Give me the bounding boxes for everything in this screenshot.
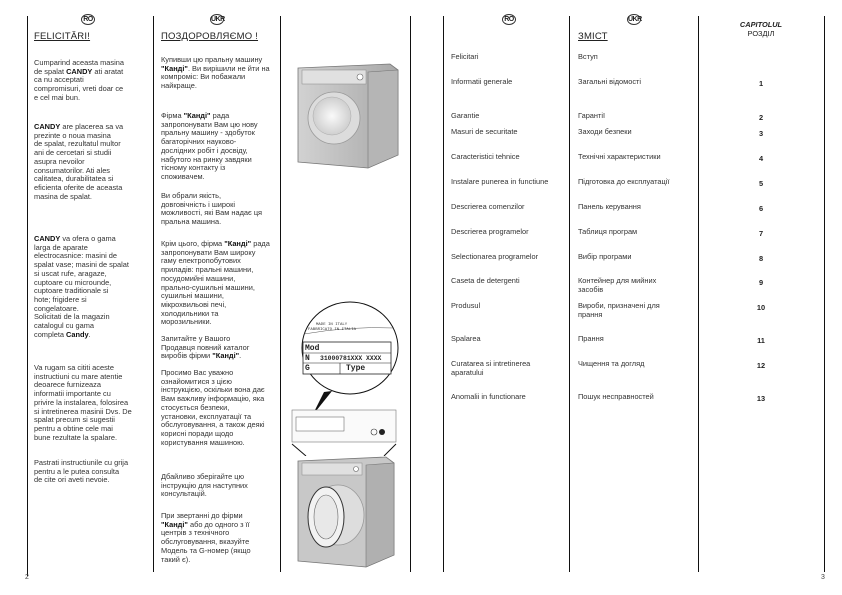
toc-item-uk: Вибір програми: [578, 252, 632, 261]
toc-item-uk: Підготовка до експлуатації: [578, 177, 670, 186]
page-number-left: 2: [25, 574, 29, 581]
toc-chapter-number: 3: [758, 129, 764, 138]
uk-paragraph-1: Купивши цю пральну машину "Канді". Ви вирішили не йти на компроміс: Ви побажали найкраще.: [161, 55, 270, 91]
toc-item-ro: Caracteristici tehnice: [451, 152, 520, 161]
washing-machine-illustration: [290, 60, 410, 175]
toc-item-uk: Панель керування: [578, 202, 641, 211]
language-badge-ro: RO: [81, 14, 95, 25]
uk-paragraph-4: Крім цього, фірма "Канді" рада запропонувати Вам широку гаму електропобутових приладів: пральні машини, посудомийні машини, прально-сушильні машини, сушильні машини, мікрохвильові печі, холодильники та морозильники.: [161, 239, 270, 327]
language-badge-uk: UKR: [211, 16, 225, 23]
language-badge-ro-right: RO: [502, 14, 516, 25]
toc-chapter-number: 6: [758, 204, 764, 213]
toc-chapter-number: 8: [758, 254, 764, 263]
page-number-right: 3: [821, 574, 825, 581]
rating-label-made-in: MADE IN ITALY: [316, 323, 348, 327]
toc-item-ro: Caseta de detergenti: [451, 276, 520, 285]
toc-item-uk: Контейнер для мийних засобів: [578, 276, 657, 294]
uk-paragraph-3: Ви обрали якість, довговічність і широкі можливості, які Вам надає ця пральна машина.: [161, 191, 263, 227]
toc-item-uk: Технічні характеристики: [578, 152, 661, 161]
divider-right-margin: [824, 16, 825, 572]
toc-item-ro: Instalare punerea in functiune: [451, 177, 549, 186]
uk-paragraph-5: Запитайте у Вашого Продавця повний каталог виробів фірми "Канді".: [161, 334, 250, 361]
toc-item-ro: Descrierea programelor: [451, 227, 529, 236]
toc-chapter-number: 5: [758, 179, 764, 188]
divider-right-toc-num: [698, 16, 699, 572]
toc-item-uk: Пошук несправностей: [578, 392, 654, 401]
ro-title: FELICITĂRI!: [34, 31, 91, 42]
rating-label-type: Type: [346, 364, 366, 373]
ro-paragraph-2: CANDY are placerea sa va prezinte o noua masina de spalat, rezultatul multor ani de cercetari si studii asupra nevoilor consumatorilor. Ati ales calitatea, durabilitatea si eficienta oferite de aceasta masina de spalat.: [34, 122, 124, 201]
rating-plate-magnifier: [290, 296, 410, 456]
chapter-label-uk: РОЗДІЛ: [747, 29, 775, 38]
toc-item-ro: Anomalii in functionare: [451, 392, 526, 401]
toc-item-ro: Spalarea: [451, 334, 481, 343]
ro-paragraph-1: Cumparind aceasta masina de spalat CANDY ati aratat ca nu acceptati compromisuri, vreti doar ce e cel mai bun.: [34, 58, 124, 102]
toc-title: ЗМІСТ: [578, 31, 608, 42]
divider-right-toc-ro: [443, 16, 444, 572]
toc-item-ro: Garantie: [451, 111, 480, 120]
ro-paragraph-5: Pastrati instructiunile cu grija pentru a le putea consulta de cite ori aveti nevoie.: [34, 458, 129, 485]
toc-item-uk: Загальні відомості: [578, 77, 642, 86]
uk-paragraph-6: Просимо Вас уважно ознайомитися з цією інструкцією, оскільки вона дає Вам важливу інформацію, яка стосується безпеки, установки, експлуатації та обслуговування, а також деякі корисні поради щодо користування машиною.: [161, 368, 265, 447]
toc-item-ro: Descrierea comenzilor: [451, 202, 525, 211]
toc-item-ro: Informatii generale: [451, 77, 513, 86]
toc-item-uk: Прання: [578, 334, 604, 343]
toc-chapter-number: 13: [756, 394, 766, 403]
toc-item-uk: Заходи безпеки: [578, 127, 632, 136]
toc-chapter-number: 9: [758, 278, 764, 287]
uk-title: ПОЗДОРОВЛЯЄМО !: [161, 31, 259, 42]
divider-right-toc-uk: [569, 16, 570, 572]
toc-item-uk: Вироби, призначені для прання: [578, 301, 660, 319]
toc-item-ro: Felicitari: [451, 52, 479, 61]
toc-chapter-number: 12: [756, 361, 766, 370]
rating-label-fabbricato: FABBRICATO IN ITALIA: [308, 328, 357, 332]
toc-item-uk: Гарантії: [578, 111, 606, 120]
uk-paragraph-7: Дбайливо зберігайте цю інструкцію для наступних консультацій.: [161, 472, 248, 499]
rating-label-g: G: [305, 364, 310, 373]
toc-chapter-number: 2: [758, 113, 764, 122]
toc-item-ro: Produsul: [451, 301, 481, 310]
uk-paragraph-8: При звертанні до фірми "Канді" або до одного з її центрів з технічного обслуговування, вказуйте Модель та G-номер (якщо такий є).: [161, 511, 251, 564]
washing-machine-open-door-illustration: [292, 455, 402, 573]
rating-label-n: N: [305, 354, 310, 363]
toc-item-uk: Таблиця програм: [578, 227, 638, 236]
toc-item-uk: Вступ: [578, 52, 598, 61]
toc-item-ro: Selectionarea programelor: [451, 252, 539, 261]
toc-chapter-number: 4: [758, 154, 764, 163]
toc-chapter-number: 11: [757, 336, 765, 345]
toc-item-ro: Curatarea si intretinerea aparatului: [451, 359, 531, 377]
divider-image-right: [410, 16, 411, 572]
uk-paragraph-2: Фірма "Канді" рада запропонувати Вам цю нову пральну машину - здобуток багаторічних науково- дослідних робіт і досвіду, набутого на ринку завдяки тісному контакту із споживачем.: [161, 111, 258, 181]
toc-chapter-number: 7: [758, 229, 764, 238]
divider-ro-uk-left: [153, 16, 154, 572]
divider-left-margin: [27, 16, 28, 576]
toc-chapter-number: 10: [756, 303, 766, 312]
toc-item-ro: Masuri de securitate: [451, 127, 518, 136]
rating-label-mod: Mod: [305, 344, 320, 353]
toc-item-uk: Чищення та догляд: [578, 359, 645, 368]
toc-chapter-number: 1: [758, 79, 764, 88]
ro-paragraph-4: Va rugam sa cititi aceste instructiuni cu mare atentie deoarece furnizeaza informatii importante cu privire la instalarea, folosirea si intretinerea masinii Dvs. De spalat precum si sugestii pentru a obtine cele mai bune rezultate la spalare.: [34, 363, 132, 442]
rating-label-serial: 31000781XXX XXXX: [320, 355, 382, 362]
ro-paragraph-3: CANDY va ofera o gama larga de aparate electrocasnice: masini de spalat vase; masini de spalat si uscat rufe, aragaze, cuptoare cu microunde, cuptoare traditionale si hote; frigidere si congelatoare. Solicitati de la magazin catalogul cu gama completa Candy.: [34, 234, 129, 339]
divider-uk-image-left: [280, 16, 281, 572]
language-badge-uk-right: UKR: [628, 16, 642, 23]
chapter-label-ro: CAPITOLUL: [739, 20, 783, 29]
